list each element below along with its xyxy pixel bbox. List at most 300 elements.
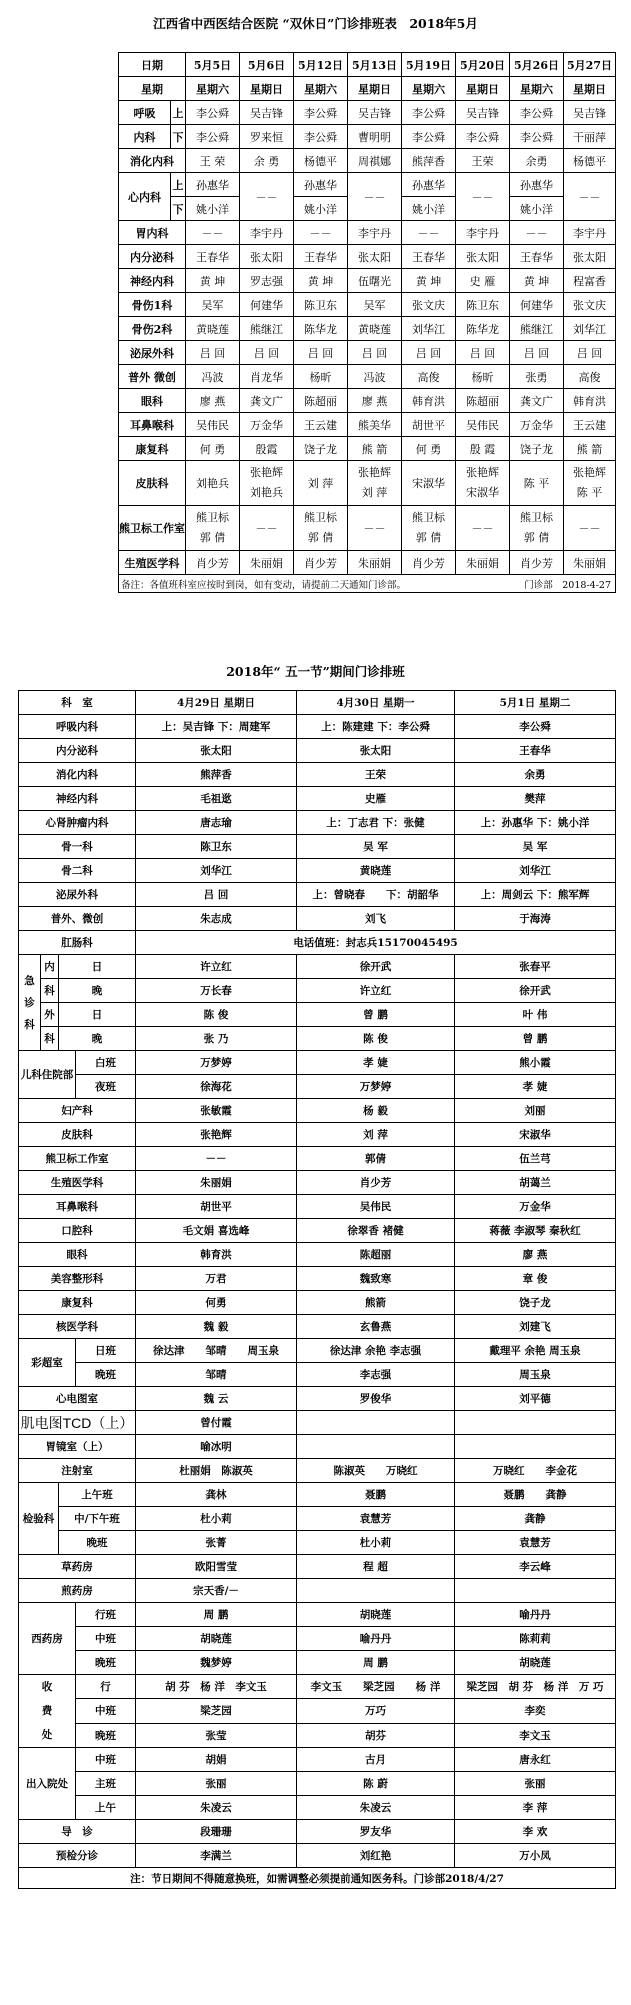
cell-line: 张艳辉 [358, 466, 391, 479]
cell: 陈 蔚 [297, 1772, 455, 1796]
table-row [19, 1075, 616, 1099]
cell: 熊 箭 [564, 437, 616, 461]
table-row [19, 1723, 616, 1747]
cell: 刘华江 [136, 859, 297, 883]
cell: 肖少芳 [510, 551, 564, 575]
cell-line: 熊卫标 [304, 511, 337, 524]
cell: 张太阳 [348, 245, 402, 269]
table-row [19, 907, 616, 931]
cell: 万小凤 [455, 1844, 616, 1868]
cell: 黄晓莲 [348, 317, 402, 341]
row-label: 日期 [119, 53, 186, 77]
cell: 蒋薇 李淑琴 秦秋红 [455, 1219, 616, 1243]
cell: 陈卫东 [294, 293, 348, 317]
cell [348, 461, 402, 506]
cell: 肖龙华 [240, 365, 294, 389]
cell: 周玉泉 [455, 1363, 616, 1387]
cell: 王春华 [455, 739, 616, 763]
cell: 徐翠香 褚健 [297, 1219, 455, 1243]
table-row [19, 883, 616, 907]
cell: 周祺娜 [348, 149, 402, 173]
cell: 杨昕 [456, 365, 510, 389]
table-row [19, 835, 616, 859]
cell: 吴军 [348, 293, 402, 317]
row-label: 星期 [119, 77, 186, 101]
cell: －－ [240, 506, 294, 551]
dept-label: 骨伤1科 [119, 293, 186, 317]
cell: －－ [564, 173, 616, 221]
table-row [119, 101, 616, 125]
emerg-char: 科 [24, 1018, 35, 1031]
cell: 曾 鹏 [455, 1027, 616, 1051]
table-row [19, 787, 616, 811]
cell: 罗俊华 [297, 1387, 455, 1411]
cell: 吕 回 [564, 341, 616, 365]
cell: 黄晓莲 [297, 859, 455, 883]
table-row [119, 437, 616, 461]
day-header: 5月1日 星期二 [455, 691, 616, 715]
dept-label: 神经内科 [19, 787, 136, 811]
table-row [119, 77, 616, 101]
cell [455, 1435, 616, 1459]
weekday-cell: 星期日 [564, 77, 616, 101]
cell: 上：周剑云 下：熊军辉 [455, 883, 616, 907]
dept-label: 西药房 [19, 1603, 76, 1675]
cell: 陈超丽 [294, 389, 348, 413]
cell: 黄 坤 [186, 269, 240, 293]
table-row [19, 1868, 616, 1889]
cell: 罗来恒 [240, 125, 294, 149]
cell: 王荣 [297, 763, 455, 787]
table-row [19, 739, 616, 763]
cell: －－ [136, 1147, 297, 1171]
cell-line: 刘艳兵 [250, 486, 283, 499]
dept-label: 神经内科 [119, 269, 186, 293]
cell: 李志强 [297, 1363, 455, 1387]
weekday-cell: 星期六 [186, 77, 240, 101]
cell: 王春华 [402, 245, 456, 269]
dept-label: 骨一科 [19, 835, 136, 859]
dept-label: 普外 微创 [119, 365, 186, 389]
cell: 伍曙光 [348, 269, 402, 293]
dept-label: 导 诊 [19, 1820, 136, 1844]
shift-label: 夜班 [76, 1075, 136, 1099]
cell: 何 勇 [186, 437, 240, 461]
cell: 高俊 [564, 365, 616, 389]
cell: 姚小洋 [510, 197, 564, 221]
cash-char: 费 [41, 1705, 53, 1717]
cell: 伍兰芎 [455, 1147, 616, 1171]
table-row [119, 506, 616, 551]
cell: 毛祖逖 [136, 787, 297, 811]
cell: 万梦婷 [297, 1075, 455, 1099]
dept-label: 内分泌科 [19, 739, 136, 763]
cell: 张艳辉 [136, 1123, 297, 1147]
dept-label [19, 1675, 76, 1748]
dept-label: 骨伤2科 [119, 317, 186, 341]
cell: 张丽 [455, 1772, 616, 1796]
cell: 电话值班：封志兵15170045495 [136, 931, 616, 955]
table-row [19, 1531, 616, 1555]
cell: 李宇丹 [456, 221, 510, 245]
table-row [19, 763, 616, 787]
dept-label: 预检分诊 [19, 1844, 136, 1868]
table-row [19, 811, 616, 835]
table-row [19, 1195, 616, 1219]
cell: 余 勇 [240, 149, 294, 173]
cell: 陈超丽 [456, 389, 510, 413]
cell: 熊小霞 [455, 1051, 616, 1075]
cell: 魏 毅 [136, 1315, 297, 1339]
table-row [19, 1147, 616, 1171]
cell: 万巧 [297, 1699, 455, 1723]
cell: －－ [186, 221, 240, 245]
cell [455, 1411, 616, 1435]
table-row [119, 173, 616, 197]
table-row [19, 931, 616, 955]
cell: 曹明明 [348, 125, 402, 149]
cell: 吕 回 [456, 341, 510, 365]
schedule2-title: 2018年“ 五一节”期间门诊排班 [226, 664, 405, 679]
cell: 罗友华 [297, 1820, 455, 1844]
cell [510, 506, 564, 551]
cell: 吴 军 [455, 835, 616, 859]
dept-label: 妇产科 [19, 1099, 136, 1123]
cell: 孙惠华 [186, 173, 240, 197]
weekday-cell: 星期日 [240, 77, 294, 101]
cell: 张文庆 [564, 293, 616, 317]
cell: 龚林 [136, 1483, 297, 1507]
table-row [19, 1171, 616, 1195]
table-row [19, 1267, 616, 1291]
table-row [19, 1363, 616, 1387]
cell: 吕 回 [240, 341, 294, 365]
cell: 张太阳 [456, 245, 510, 269]
cell: 熊继江 [240, 317, 294, 341]
cell: 魏梦婷 [136, 1651, 297, 1675]
cell: －－ [294, 221, 348, 245]
dept-label: 出入院处 [19, 1748, 76, 1820]
dept-label: 眼科 [119, 389, 186, 413]
cell: 李 欢 [455, 1820, 616, 1844]
cell: 张春平 [455, 955, 616, 979]
cell: 张太阳 [136, 739, 297, 763]
table-row [19, 1459, 616, 1483]
cell: 李公舜 [186, 125, 240, 149]
table-row [119, 413, 616, 437]
cell: 李公舜 [510, 125, 564, 149]
cell: 曾 鹏 [297, 1003, 455, 1027]
cell: 李奕 [455, 1699, 616, 1723]
sub-label: 外 [41, 1003, 59, 1027]
cell: 欧阳雪莹 [136, 1555, 297, 1579]
cell: 胡世平 [402, 413, 456, 437]
dept-label: 骨二科 [19, 859, 136, 883]
cell: 韩育洪 [402, 389, 456, 413]
cell: 何建华 [510, 293, 564, 317]
date-cell: 5月20日 [456, 53, 510, 77]
holiday-schedule-table [18, 690, 616, 1889]
cell: 陈淑英 万晓红 [297, 1459, 455, 1483]
cell: －－ [348, 173, 402, 221]
dept-label: 耳鼻喉科 [19, 1195, 136, 1219]
cell-line: 郭 倩 [415, 531, 442, 544]
cell: 何建华 [240, 293, 294, 317]
cell [297, 1411, 455, 1435]
cell: 李 萍 [455, 1796, 616, 1820]
cell: 万梦婷 [136, 1051, 297, 1075]
cell: 龚静 [455, 1507, 616, 1531]
shift-label: 行 [76, 1675, 136, 1699]
cell-line: 熊卫标 [520, 511, 553, 524]
cell: －－ [402, 221, 456, 245]
cell-line: 张艳辉 [573, 466, 606, 479]
cell: 吕 回 [186, 341, 240, 365]
cell: 梁芝园 [136, 1699, 297, 1723]
cell: 姚小洋 [186, 197, 240, 221]
shift-label: 上 [171, 173, 186, 197]
day-header: 4月30日 星期一 [297, 691, 455, 715]
cell: 罗志强 [240, 269, 294, 293]
dept-label: 消化内科 [119, 149, 186, 173]
cell: 孝 婕 [297, 1051, 455, 1075]
cell: 杜小莉 [136, 1507, 297, 1531]
weekday-cell: 星期日 [456, 77, 510, 101]
date-cell: 5月26日 [510, 53, 564, 77]
shift-label: 中班 [76, 1748, 136, 1772]
cell: 段珊珊 [136, 1820, 297, 1844]
table-row [119, 461, 616, 506]
dept-label: 肛肠科 [19, 931, 136, 955]
cell: 周 鹏 [297, 1651, 455, 1675]
weekend-schedule-table [118, 52, 616, 593]
schedule1-title: 江西省中西医结合医院 “双休日”门诊排班表 2018年5月 [153, 16, 478, 31]
table-row [119, 341, 616, 365]
cell: 吴吉锋 [564, 101, 616, 125]
table-row [119, 125, 616, 149]
cell: 史 雁 [456, 269, 510, 293]
cell: 陈 俊 [136, 1003, 297, 1027]
dept-label: 皮肤科 [19, 1123, 136, 1147]
cell: 唐志瑜 [136, 811, 297, 835]
cell: 上：曾晓春 下：胡韶华 [297, 883, 455, 907]
cell: 黄 坤 [510, 269, 564, 293]
dept-label: 泌尿外科 [119, 341, 186, 365]
table-row [19, 1675, 616, 1699]
shift-label: 晚班 [59, 1531, 136, 1555]
table-row [19, 1603, 616, 1627]
table-row [19, 979, 616, 1003]
cell-line: 张艳辉 [250, 466, 283, 479]
dept-label: 内分泌科 [119, 245, 186, 269]
dept-label: 检验科 [19, 1483, 59, 1555]
dept-label: 呼吸内科 [19, 715, 136, 739]
cell: 胡晓莲 [455, 1651, 616, 1675]
cell: 李公舜 [456, 125, 510, 149]
table-row [19, 1315, 616, 1339]
cell: 李文玉 梁芝园 杨 洋 [297, 1675, 455, 1699]
shift-label: 下 [171, 197, 186, 221]
cell: －－ [456, 506, 510, 551]
date-cell: 5月13日 [348, 53, 402, 77]
cell: 程富香 [564, 269, 616, 293]
cell: 高俊 [402, 365, 456, 389]
shift-label: 晚 [59, 1027, 136, 1051]
cell: 喻丹丹 [297, 1627, 455, 1651]
cell: 饶子龙 [455, 1291, 616, 1315]
cell: 玄鲁燕 [297, 1315, 455, 1339]
table-row [19, 1339, 616, 1363]
date-cell: 5月5日 [186, 53, 240, 77]
dept-label: 心内科 [119, 173, 171, 221]
table-row [119, 575, 616, 593]
cell: 殷霞 [240, 437, 294, 461]
cell: 曾付霞 [136, 1411, 297, 1435]
table-row [119, 551, 616, 575]
shift-label: 日 [59, 1003, 136, 1027]
cell: 黄 坤 [402, 269, 456, 293]
cell: 戴理平 余艳 周玉泉 [455, 1339, 616, 1363]
cell: 熊美华 [348, 413, 402, 437]
cell: 喻冰明 [136, 1435, 297, 1459]
table-row [19, 1507, 616, 1531]
cell: 吕 回 [294, 341, 348, 365]
cell: 宗天香/－ [136, 1579, 297, 1603]
cell: 廖 燕 [348, 389, 402, 413]
table-row [19, 1411, 616, 1435]
cell: 张太阳 [297, 739, 455, 763]
dept-label: 熊卫标工作室 [119, 506, 186, 551]
table-row [19, 1027, 616, 1051]
table-row [119, 245, 616, 269]
cell: 饶子龙 [294, 437, 348, 461]
table-row [19, 1123, 616, 1147]
cell: 王云建 [564, 413, 616, 437]
cash-char: 处 [41, 1729, 53, 1741]
cell-line: 郭 倩 [199, 531, 226, 544]
cell: 李公舜 [455, 715, 616, 739]
dept-label: 美容整形科 [19, 1267, 136, 1291]
table-row [19, 1772, 616, 1796]
cell: 吕 回 [348, 341, 402, 365]
dept-label: 泌尿外科 [19, 883, 136, 907]
dept-label: 耳鼻喉科 [119, 413, 186, 437]
sub-label: 科 [41, 979, 59, 1003]
cell: 上：丁志君 下：张健 [297, 811, 455, 835]
dept-label: 内科 [119, 125, 171, 149]
table-row [19, 1219, 616, 1243]
table-row [119, 221, 616, 245]
shift-label: 晚班 [76, 1723, 136, 1747]
cell: 李公舜 [510, 101, 564, 125]
footer-note: 注：节日期间不得随意换班，如需调整必须提前通知医务科。门诊部2018/4/27 [19, 1868, 616, 1889]
cell: 吴吉锋 [348, 101, 402, 125]
table-row [19, 1099, 616, 1123]
table-row [19, 955, 616, 979]
cell: 聂鹏 龚静 [455, 1483, 616, 1507]
cell [455, 1579, 616, 1603]
cell: 刘丽 [455, 1099, 616, 1123]
cash-char: 收 [41, 1681, 53, 1693]
cell: 吴 军 [297, 835, 455, 859]
cell: 徐开武 [455, 979, 616, 1003]
table-row [119, 269, 616, 293]
cell: 刘 萍 [297, 1123, 455, 1147]
emerg-char: 诊 [24, 996, 35, 1009]
dept-label: 草药房 [19, 1555, 136, 1579]
cell: 刘华江 [455, 859, 616, 883]
dept-label: 儿科住院部 [19, 1051, 76, 1099]
cell: 万长春 [136, 979, 297, 1003]
cell: 李公舜 [402, 125, 456, 149]
cell: 熊 箭 [348, 437, 402, 461]
cell: 万金华 [510, 413, 564, 437]
cell: －－ [240, 173, 294, 221]
cell: 刘平德 [455, 1387, 616, 1411]
cell: 万金华 [455, 1195, 616, 1219]
dept-label: 心电图室 [19, 1387, 136, 1411]
dept-label: 消化内科 [19, 763, 136, 787]
table-row [19, 1435, 616, 1459]
cell: 陈超丽 [297, 1243, 455, 1267]
dept-label: 胃内科 [119, 221, 186, 245]
table-row [19, 1844, 616, 1868]
cell: －－ [510, 221, 564, 245]
dept-label: 注射室 [19, 1459, 136, 1483]
cell: 黄 坤 [294, 269, 348, 293]
emerg-char: 急 [24, 974, 35, 987]
cell: 郭倩 [297, 1147, 455, 1171]
cell: 陈 平 [510, 461, 564, 506]
cell: 徐达津 余艳 李志强 [297, 1339, 455, 1363]
dept-label: 生殖医学科 [19, 1171, 136, 1195]
cell: 万金华 [240, 413, 294, 437]
cell: 章 俊 [455, 1267, 616, 1291]
cell: 王春华 [510, 245, 564, 269]
cell: 韩育洪 [564, 389, 616, 413]
cell: 王春华 [294, 245, 348, 269]
date-cell: 5月6日 [240, 53, 294, 77]
shift-label: 下 [171, 125, 186, 149]
cell: 杨德平 [294, 149, 348, 173]
shift-label: 中班 [76, 1627, 136, 1651]
cell: 陈华龙 [456, 317, 510, 341]
cell: 王 荣 [186, 149, 240, 173]
cell: 刘华江 [564, 317, 616, 341]
sub-label: 科 [41, 1027, 59, 1051]
cell: 陈 俊 [297, 1027, 455, 1051]
cell: 杨昕 [294, 365, 348, 389]
cell: 张太阳 [240, 245, 294, 269]
cell: 胡晓莲 [136, 1627, 297, 1651]
cell-line: 熊卫标 [412, 511, 445, 524]
cell: 肖少芳 [294, 551, 348, 575]
cell: －－ [456, 173, 510, 221]
cell: 肖少芳 [297, 1171, 455, 1195]
row-label: 科 室 [19, 691, 136, 715]
cell: 上：陈建建 下：李公舜 [297, 715, 455, 739]
sign: 门诊部 2018-4-27 [524, 579, 611, 591]
cell: 黄晓莲 [186, 317, 240, 341]
cell: 毛文娟 喜选峰 [136, 1219, 297, 1243]
cell: 胡世平 [136, 1195, 297, 1219]
shift-label: 上午班 [59, 1483, 136, 1507]
cell: 刘 萍 [294, 461, 348, 506]
cell: 胡娟 [136, 1748, 297, 1772]
dept-label: 眼科 [19, 1243, 136, 1267]
cell: 朱凌云 [136, 1796, 297, 1820]
cell: 朱丽娟 [136, 1171, 297, 1195]
